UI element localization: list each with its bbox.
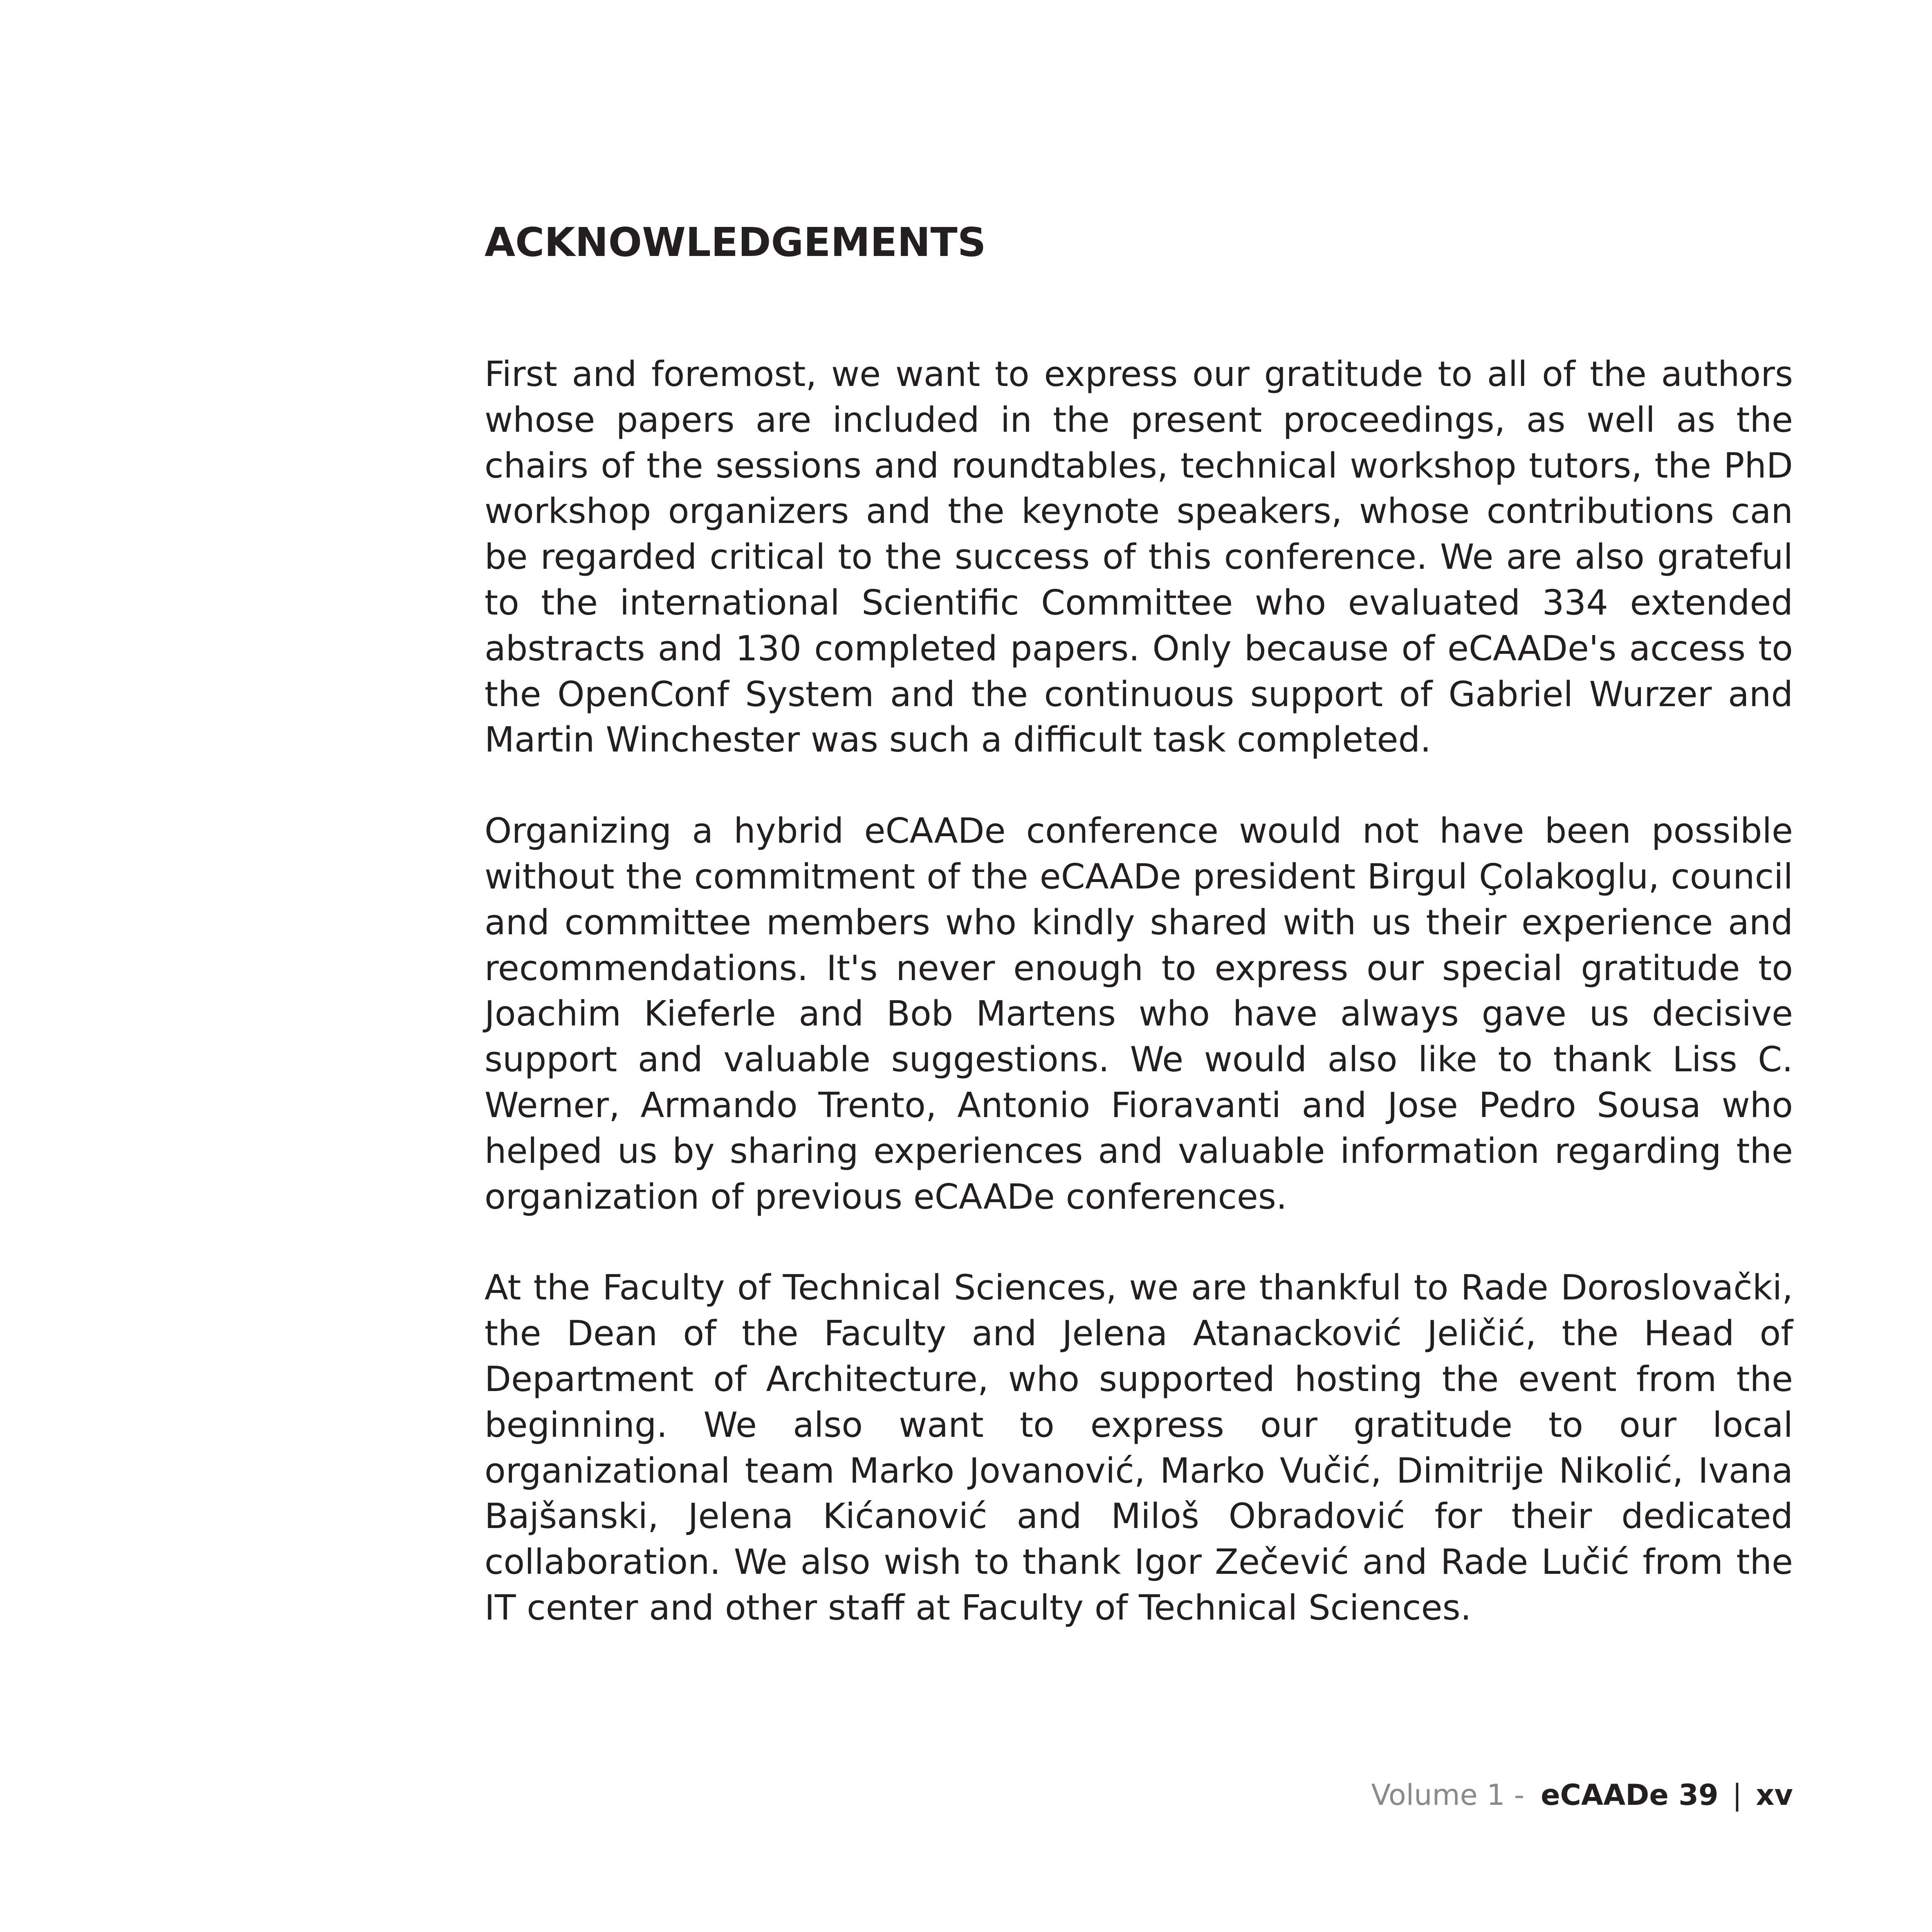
- page-number: xv: [1756, 1778, 1793, 1812]
- footer-conference: eCAADe 39: [1541, 1778, 1719, 1812]
- page-footer: [1371, 1775, 1793, 1815]
- paragraph-faculty-team: At the Faculty of Technical Sciences, we are thankful to Rade Doroslovački, the Dean of the Faculty and Jelena Atanacković Jeličić, the Head of Department of Architecture, who supported hosting the event from the beginning. We also want to express our gratitude to our local organizational team Marko Jovanović, Marko Vučić, Dimitrije Nikolić, Ivana Bajšanski, Jelena Kićanović and Miloš Obradović for their dedicated collaboration. We also wish to thank Igor Zečević and Rade Lučić from the IT center and other staff at Faculty of Technical Sciences.: [485, 1268, 1793, 1628]
- footer-volume: Volume 1 -: [1371, 1778, 1525, 1812]
- acknowledgements-body: [485, 352, 1793, 1676]
- paragraph-ecaade-council: Organizing a hybrid eCAADe conference would not have been possible without the commitment of the eCAADe president Birgul Çolakoglu, council and committee members who kindly shared with us their experience and recommendations. It's never enough to express our special gratitude to Joachim Kieferle and Bob Martens who have always gave us decisive support and valuable suggestions. We would also like to thank Liss C. Werner, Armando Trento, Antonio Fioravanti and Jose Pedro Sousa who helped us by sharing experiences and valuable information regarding the organization of previous eCAADe conferences.: [485, 811, 1793, 1217]
- paragraph-authors-committee: First and foremost, we want to express our gratitude to all of the authors whose papers are included in the present proceedings, as well as the chairs of the sessions and roundtables, technical workshop tutors, the PhD workshop organizers and the keynote speakers, whose contributions can be regarded critical to the success of this conference. We are also grateful to the international Scientific Committee who evaluated 334 extended abstracts and 130 completed papers. Only because of eCAADe's access to the OpenConf System and the continuous support of Gabriel Wurzer and Martin Winchester was such a difficult task completed.: [485, 354, 1793, 760]
- footer-separator: |: [1732, 1778, 1742, 1812]
- page-title: ACKNOWLEDGEMENTS: [485, 219, 986, 265]
